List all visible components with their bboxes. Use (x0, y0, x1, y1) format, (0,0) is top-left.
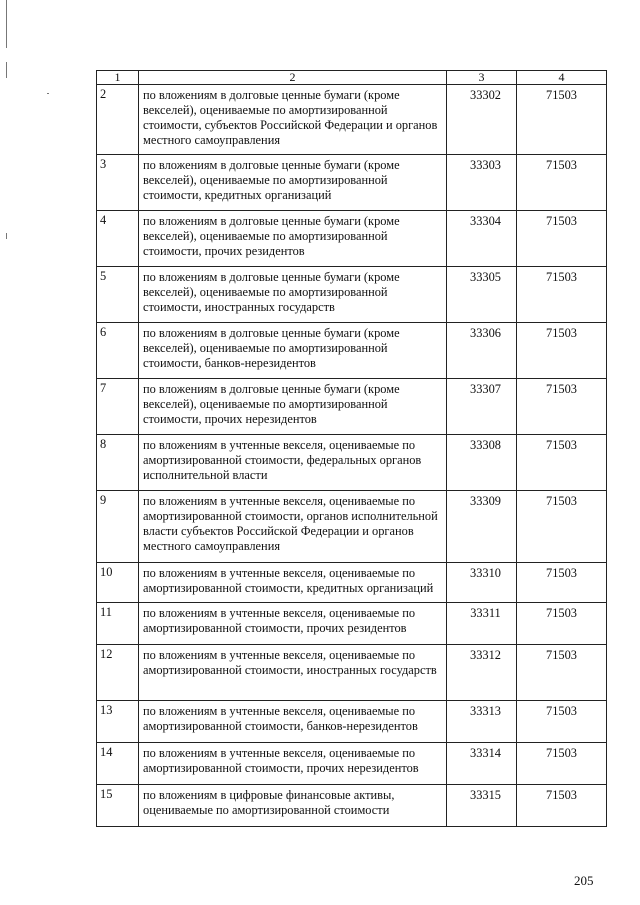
row-description-cell: по вложениям в учтенные векселя, оцениваемые по амортизированной стоимости, органов исполнительной власти субъектов Российской Федерации и органов местного самоуправления (139, 491, 447, 563)
column-header-3: 3 (447, 71, 517, 85)
row-number-cell: 4 (97, 211, 139, 267)
row-code-cell: 33309 (447, 491, 517, 563)
table-row (97, 701, 607, 743)
row-account-cell: 71503 (517, 85, 607, 155)
row-code-cell: 33304 (447, 211, 517, 267)
accounts-table (96, 70, 607, 827)
table-row (97, 785, 607, 827)
table-row (97, 379, 607, 435)
row-description-cell: по вложениям в долговые ценные бумаги (кроме векселей), оцениваемые по амортизированной стоимости, прочих нерезидентов (139, 379, 447, 435)
row-number-cell: 12 (97, 645, 139, 701)
row-number-cell: 7 (97, 379, 139, 435)
row-number-cell: 5 (97, 267, 139, 323)
row-code-cell: 33315 (447, 785, 517, 827)
row-account-cell: 71503 (517, 743, 607, 785)
table-row (97, 155, 607, 211)
row-account-cell: 71503 (517, 785, 607, 827)
table-header-row (97, 71, 607, 85)
table-row (97, 491, 607, 563)
row-account-cell: 71503 (517, 211, 607, 267)
row-code-cell: 33308 (447, 435, 517, 491)
row-code-cell: 33305 (447, 267, 517, 323)
table-row (97, 267, 607, 323)
row-account-cell: 71503 (517, 645, 607, 701)
row-description-cell: по вложениям в учтенные векселя, оцениваемые по амортизированной стоимости, кредитных организаций (139, 563, 447, 603)
page-number: 205 (574, 873, 594, 888)
accounts-table-container (96, 70, 606, 827)
row-number-cell: 2 (97, 85, 139, 155)
row-description-cell: по вложениям в долговые ценные бумаги (кроме векселей), оцениваемые по амортизированной стоимости, субъектов Российской Федерации и органов местного самоуправления (139, 85, 447, 155)
row-code-cell: 33314 (447, 743, 517, 785)
row-number-cell: 13 (97, 701, 139, 743)
row-account-cell: 71503 (517, 435, 607, 491)
column-header-1: 1 (97, 71, 139, 85)
column-header-2: 2 (139, 71, 447, 85)
row-code-cell: 33306 (447, 323, 517, 379)
row-account-cell: 71503 (517, 267, 607, 323)
table-row (97, 563, 607, 603)
table-row (97, 603, 607, 645)
row-description-cell: по вложениям в учтенные векселя, оцениваемые по амортизированной стоимости, федеральных органов исполнительной власти (139, 435, 447, 491)
row-number-cell: 14 (97, 743, 139, 785)
row-code-cell: 33302 (447, 85, 517, 155)
scan-artifact-dot (6, 233, 7, 239)
row-description-cell: по вложениям в долговые ценные бумаги (кроме векселей), оцениваемые по амортизированной стоимости, иностранных государств (139, 267, 447, 323)
table-row (97, 211, 607, 267)
row-code-cell: 33307 (447, 379, 517, 435)
row-number-cell: 6 (97, 323, 139, 379)
row-code-cell: 33311 (447, 603, 517, 645)
row-code-cell: 33310 (447, 563, 517, 603)
row-code-cell: 33303 (447, 155, 517, 211)
row-description-cell: по вложениям в долговые ценные бумаги (кроме векселей), оцениваемые по амортизированной стоимости, банков-нерезидентов (139, 323, 447, 379)
row-description-cell: по вложениям в долговые ценные бумаги (кроме векселей), оцениваемые по амортизированной стоимости, прочих резидентов (139, 211, 447, 267)
table-row (97, 645, 607, 701)
row-description-cell: по вложениям в цифровые финансовые активы, оцениваемые по амортизированной стоимости (139, 785, 447, 827)
row-account-cell: 71503 (517, 155, 607, 211)
table-row (97, 85, 607, 155)
row-account-cell: 71503 (517, 379, 607, 435)
table-row (97, 743, 607, 785)
row-number-cell: 9 (97, 491, 139, 563)
row-account-cell: 71503 (517, 323, 607, 379)
row-description-cell: по вложениям в учтенные векселя, оцениваемые по амортизированной стоимости, иностранных государств (139, 645, 447, 701)
row-account-cell: 71503 (517, 491, 607, 563)
table-row (97, 435, 607, 491)
row-account-cell: 71503 (517, 701, 607, 743)
scan-artifact-dot (47, 93, 49, 94)
scan-artifact-line (6, 62, 7, 78)
row-number-cell: 11 (97, 603, 139, 645)
row-description-cell: по вложениям в учтенные векселя, оцениваемые по амортизированной стоимости, прочих нерезидентов (139, 743, 447, 785)
column-header-4: 4 (517, 71, 607, 85)
row-number-cell: 10 (97, 563, 139, 603)
row-number-cell: 3 (97, 155, 139, 211)
row-account-cell: 71503 (517, 603, 607, 645)
scan-artifact-line (6, 0, 7, 48)
row-account-cell: 71503 (517, 563, 607, 603)
row-description-cell: по вложениям в долговые ценные бумаги (кроме векселей), оцениваемые по амортизированной стоимости, кредитных организаций (139, 155, 447, 211)
row-code-cell: 33312 (447, 645, 517, 701)
row-code-cell: 33313 (447, 701, 517, 743)
row-number-cell: 15 (97, 785, 139, 827)
row-number-cell: 8 (97, 435, 139, 491)
row-description-cell: по вложениям в учтенные векселя, оцениваемые по амортизированной стоимости, банков-нерезидентов (139, 701, 447, 743)
table-row (97, 323, 607, 379)
row-description-cell: по вложениям в учтенные векселя, оцениваемые по амортизированной стоимости, прочих резидентов (139, 603, 447, 645)
